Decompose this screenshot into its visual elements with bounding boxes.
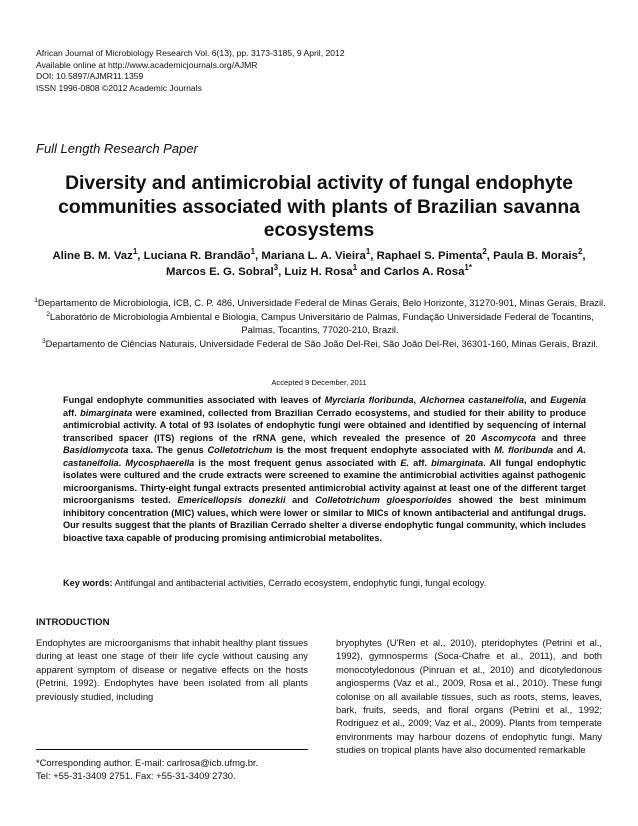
species-name: Emericellopsis donezkii — [177, 495, 286, 506]
affiliation-number: 3 — [41, 338, 46, 346]
abstract-text: taxa. The genus — [128, 445, 208, 456]
species-name: Ascomycota — [481, 432, 536, 443]
abstract-text: and three — [535, 432, 587, 443]
affiliation-text: Departamento de Ciências Naturais, Universidade Federal de São João Del-Rei, São João Del-Rei, 36301-160, Minas Gerais, Brazil. — [45, 338, 599, 350]
affiliation-number: 1 — [34, 296, 38, 304]
species-name: bimarginata — [80, 407, 133, 418]
affiliation — [34, 310, 606, 336]
journal-header — [36, 48, 345, 94]
affiliation-text: Departamento de Microbiologia, ICB, C. P. 486, Universidade Federal de Minas Gerais, Belo Horizonte, 31270-901, Minas Gerais, Brazil. — [37, 297, 606, 308]
abstract-text: , — [413, 395, 420, 405]
abstract-text: were examined, collected from Brazilian Cerrado ecosystems, and studied for their ability to produce antimicrobial activity. A total of 93 isolates of endophytic fungi were obtained and identified by sequencing of internal transcribed spacer (ITS) regions of the rRNA gene, which revealed the presence of 20 — [63, 407, 586, 443]
abstract-text: . All fungal endophytic isolates were cultured and the crude extracts were screened to examine the antimicrobial activities against pathogenic microorganisms. Thirty-eight fungal extracts presented antimicrobial activity against at least one of the different target microorganisms tested. — [63, 457, 587, 506]
abstract-text: . — [118, 457, 126, 468]
abstract-text: , and — [524, 395, 551, 405]
author-name: Marcos E. G. Sobral — [166, 266, 274, 278]
corresponding-author-footnote — [36, 756, 308, 783]
affiliation — [34, 337, 606, 350]
species-name: Myrciaria floribunda — [324, 395, 414, 405]
accepted-date: Accepted 9 December, 2011 — [271, 378, 367, 387]
keywords — [63, 577, 586, 589]
paper-title: Diversity and antimicrobial activity of fungal endophyte communities associated with plants of Brazilian savanna ecosystems — [58, 173, 580, 241]
abstract — [63, 394, 586, 545]
author-affil-mark: 1* — [464, 263, 472, 273]
intro-right-column: bryophytes (U'Ren et al., 2010), pteridophytes (Petrini et al., 1992), gymnosperms (Soca-Chafre et al., 2011), and both monocotyledonous (Pinruan et al., 2010) and dicotyledonous angiosperms (Vaz et al., 2009, Rosa et al., 2010). These fungi colonise on all available tissues, such as roots, stems, leaves, bark, fruits, seeds, and floral organs (Petrini et al., 1992; Rodriguez et al., 2009; Vaz et al., 2009). Plants from temperate environments may harbour dozens of endophytic fungi. Many studies on tropical plants have also documented remarkable — [336, 637, 602, 756]
affiliation — [34, 296, 606, 309]
author-affil-mark: 2 — [577, 247, 583, 257]
keywords-text: Antifungal and antibacterial activities, Cerrado ecosystem, endophytic fungi, fungal ecology. — [112, 578, 487, 588]
journal-citation: African Journal of Microbiology Research Vol. 6(13), pp. 3173-3185, 9 April, 2012 — [36, 48, 345, 58]
footnote-email-line: *Corresponding author. E-mail: carlrosa@icb.ufmg.br. — [36, 757, 259, 768]
author-affil-mark: 1 — [352, 263, 358, 273]
keywords-label: Key words: — [63, 578, 113, 588]
abstract-text: is the most frequent endophyte associated with — [272, 445, 495, 456]
affiliation-text: Laboratório de Microbiologia Ambiental e Biologia, Campus Universitário de Palmas, Fundação Universidade Federal de Tocantins, Palmas, Tocantins, 77020-210, Brazil. — [49, 311, 594, 336]
affiliation-number: 2 — [46, 310, 50, 318]
issn: ISSN 1996-0808 ©2012 Academic Journals — [36, 82, 202, 93]
abstract-text: aff. — [63, 407, 81, 418]
species-name: Alchornea castaneifolia — [419, 395, 525, 405]
author-name: Luiz H. Rosa — [284, 266, 353, 278]
author-affil-mark: 1 — [365, 247, 371, 257]
abstract-text: aff. — [409, 457, 432, 468]
affiliations — [34, 296, 606, 351]
author-name: Carlos A. Rosa — [383, 266, 465, 278]
abstract-text: showed the best minimum inhibitory concentration (MIC) values, which were lower or similar to MICs of known antibacterial and antifungal drugs. Our results suggest that the plants of Brazilian Cerrado shelter a diverse endophytic fungal community, which includes bioactive taxa capable of producing promising antimicrobial metabolites. — [63, 495, 586, 544]
species-name: Eugenia — [550, 395, 587, 405]
abstract-text: Fungal endophyte communities associated with leaves of — [63, 395, 325, 405]
doi: DOI: 10.5897/AJMR11.1359 — [36, 71, 144, 82]
paper-type: Full Length Research Paper — [36, 141, 198, 156]
footnote-divider — [36, 749, 308, 750]
author-name: Raphael S. Pimenta — [376, 250, 483, 262]
species-name: Basidiomycota — [63, 445, 129, 456]
footnote-phone-line: Tel: +55-31-3409 2751. Fax: +55-31-3409 2730. — [36, 770, 236, 782]
author-affil-mark: 2 — [482, 247, 487, 257]
author-affil-mark: 1 — [132, 247, 138, 257]
intro-left-column: Endophytes are microorganisms that inhabit healthy plant tissues during at least one stage of their life cycle without causing any apparent symptom of disease or negative effects on the hosts (Petrini, 1992). Endophytes have been isolated from all plants previously studied, including — [36, 637, 308, 702]
species-name: Mycosphaerella — [125, 457, 195, 468]
author-list: Aline B. M. Vaz$^1$, Luciana R. Brandão$^1$, Mariana L. A. Vieira$^1$, Raphael S. Pimenta$^2$, Paula B. Morais$^2$, Marcos E. G. Sobral$^3$, Luiz H. Rosa$^1$ and Carlos A. Rosa$^{1*}$ — [52, 247, 586, 278]
author-name: Paula B. Morais — [493, 250, 578, 262]
author-affil-mark: 3 — [273, 263, 279, 273]
author-affil-mark: 1 — [250, 247, 256, 257]
species-name: bimarginata — [431, 457, 484, 468]
author-name: Aline B. M. Vaz — [52, 250, 133, 262]
abstract-text: and — [285, 495, 316, 506]
online-availability: Available online at http://www.academicjournals.org/AJMR — [36, 59, 258, 70]
author-name: Mariana L. A. Vieira — [261, 250, 366, 262]
species-name: E. — [400, 457, 410, 468]
species-name: Colletotrichum gloesporioides — [315, 495, 452, 506]
species-name: Colletotrichum — [207, 445, 273, 456]
author-name: Luciana R. Brandão — [143, 250, 251, 262]
abstract-text: and — [553, 445, 577, 456]
species-name: A. castaneifolia — [63, 445, 586, 468]
species-name: M. floribunda — [494, 445, 554, 456]
section-heading-introduction: INTRODUCTION — [36, 617, 110, 628]
abstract-text: is the most frequent genus associated with — [194, 457, 401, 468]
